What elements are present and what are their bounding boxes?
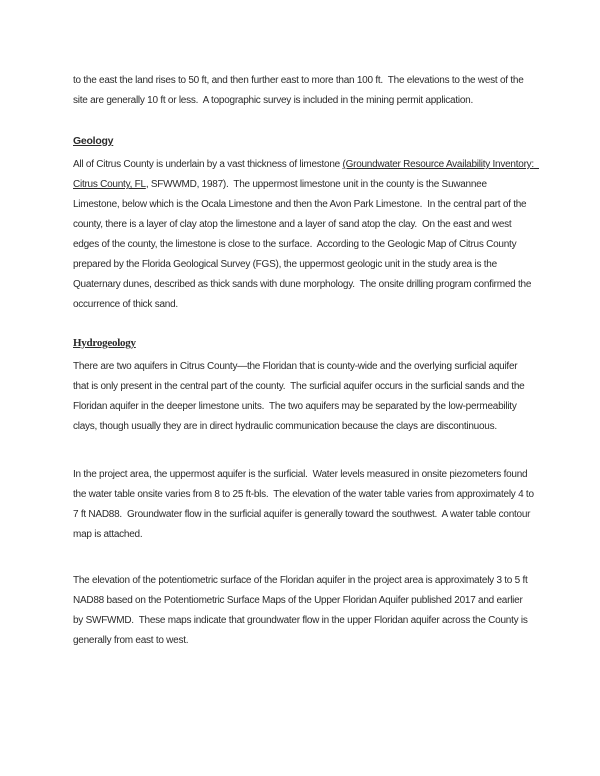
document-text-block [73, 71, 540, 651]
floridan-aquifer-paragraph: The elevation of the potentiometric surface of the Floridan aquifer in the project area is approximately 3 to 5 ft NAD88 based on the Potentiometric Surface Maps of the Upper Floridan Aquifer published 2017 and earlier by SWFWMD. These maps indicate that groundwater flow in the upper Floridan aquifer across the County is generally from east to west. [73, 575, 531, 646]
citation-underlined: (Groundwater Resource Availability Inventory: Citrus County, FL [73, 159, 540, 190]
geology-text-pre: All of Citrus County is underlain by a vast thickness of limestone [73, 159, 343, 170]
geology-heading: Geology [73, 135, 114, 147]
project-area-paragraph: In the project area, the uppermost aquifer is the surficial. Water levels measured in onsite piezometers found the water table onsite varies from 8 to 25 ft-bls. The elevation of the water table varies from approximately 4 to 7 ft NAD88. Groundwater flow in the surficial aquifer is generally toward the southwest. A water table contour map is attached. [73, 469, 537, 540]
hydrogeology-heading: Hydrogeology [73, 337, 136, 349]
intro-paragraph: to the east the land rises to 50 ft, and then further east to more than 100 ft. The elevations to the west of the site are generally 10 ft or less. A topographic survey is included in the mining permit application. [73, 75, 527, 106]
geology-text-post: , SFWWMD, 1987). The uppermost limestone unit in the county is the Suwannee Limestone, below which is the Ocala Limestone and then the Avon Park Limestone. In the central part of the county, there is a layer of clay atop the limestone and a layer of sand atop the clay. On the east and west edges of the county, the limestone is close to the surface. According to the Geologic Map of Citrus County prepared by the Florida Geological Survey (FGS), the uppermost geologic unit in the study area is the Quaternary dunes, described as thick sands with dune morphology. The onsite drilling program confirmed the occurrence of thick sand. [73, 179, 534, 310]
geology-paragraph [73, 155, 540, 315]
hydrogeology-aquifers-paragraph: There are two aquifers in Citrus County—the Floridan that is county-wide and the overlying surficial aquifer that is only present in the central part of the county. The surficial aquifer occurs in the surficial sands and the Floridan aquifer in the deeper limestone units. The two aquifers may be separated by the low-permeability clays, though usually they are in direct hydraulic communication because the clays are discontinuous. [73, 361, 527, 432]
